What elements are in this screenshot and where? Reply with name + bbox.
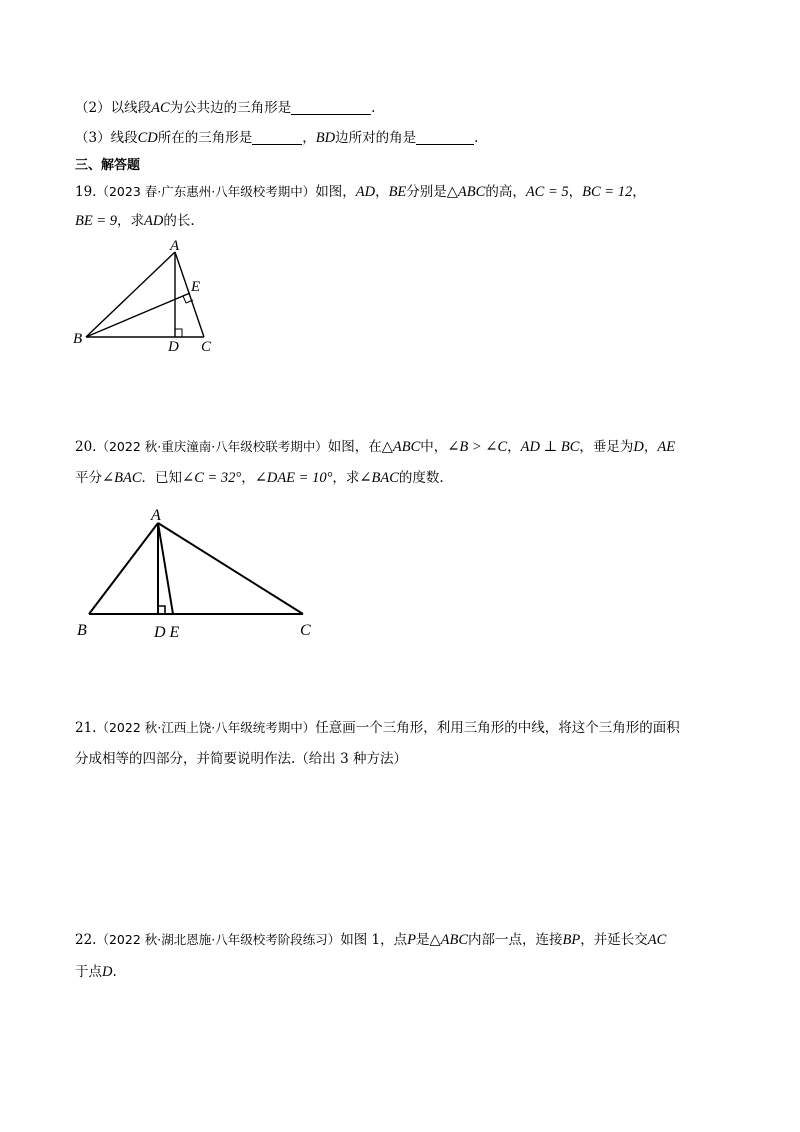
q21-number: 21. bbox=[75, 720, 97, 736]
q21-text: 任意画一个三角形，利用三角形的中线，将这个三角形的面积 bbox=[315, 720, 680, 736]
q22-text: 于点 bbox=[75, 964, 102, 980]
item-3-answer-blank-1[interactable] bbox=[252, 130, 302, 145]
q20-math: AE bbox=[657, 439, 676, 455]
q22-math: AC bbox=[647, 932, 667, 948]
q20-label-de: D E bbox=[154, 624, 180, 641]
q22-text: . bbox=[112, 964, 117, 980]
q20-source: （2022 秋·重庆潼南·八年级校联考期中） bbox=[96, 439, 328, 454]
q20-line-1 bbox=[75, 437, 730, 457]
q19-label-d: D bbox=[168, 339, 179, 355]
q20-text: ．已知 bbox=[141, 470, 183, 486]
q19-math: BE bbox=[388, 184, 407, 200]
q22-text: 内部一点，连接 bbox=[468, 932, 563, 948]
q19-text: ， bbox=[568, 184, 583, 200]
q19-math: BC = 12 bbox=[582, 184, 633, 200]
q19-label-e: E bbox=[191, 279, 201, 295]
q22-source: （2022 秋·湖北恩施·八年级校考阶段练习） bbox=[96, 932, 341, 947]
item-2-end: . bbox=[371, 100, 376, 116]
q20-math: AD ⊥ BC bbox=[520, 439, 580, 455]
q19-text: 的高， bbox=[485, 184, 526, 200]
q22-text: 如图 1，点 bbox=[340, 932, 408, 948]
q22-math: △ABC bbox=[429, 932, 469, 948]
q22-math: P bbox=[407, 932, 416, 948]
item-3-text-mid: 所在的三角形是 bbox=[157, 130, 253, 146]
q22-line-2 bbox=[75, 962, 730, 982]
q22-math: BP bbox=[562, 932, 581, 948]
item-3-math-bd: BD bbox=[315, 130, 336, 146]
q20-text: ，垂足为 bbox=[579, 439, 634, 455]
q19-text: ，求 bbox=[117, 213, 144, 229]
q20-math: ∠B > ∠C bbox=[447, 439, 508, 455]
q20-triangle-figure bbox=[70, 500, 330, 645]
q20-text: 如图，在 bbox=[327, 439, 382, 455]
q19-source: （2023 春·广东惠州·八年级校考期中） bbox=[96, 184, 316, 199]
item-3-comma: ， bbox=[302, 130, 316, 146]
section-heading: 三、解答题 bbox=[75, 158, 141, 173]
q22-math: D bbox=[102, 964, 113, 980]
q20-text: 的度数. bbox=[398, 470, 444, 486]
q19-text: 分别是 bbox=[406, 184, 447, 200]
q20-text: ，求 bbox=[332, 470, 360, 486]
q20-side-ac bbox=[158, 523, 303, 614]
q20-text: ， bbox=[507, 439, 521, 455]
item-3-text-pre: 线段 bbox=[110, 130, 138, 146]
item-3-line bbox=[75, 128, 730, 148]
q22-line-1 bbox=[75, 930, 730, 950]
q20-bisector-ae bbox=[158, 523, 173, 614]
q20-side-ab bbox=[89, 523, 158, 614]
q21-line-1 bbox=[75, 718, 730, 738]
q19-line-2 bbox=[75, 211, 730, 231]
q20-text: ， bbox=[643, 439, 658, 455]
q19-triangle-figure bbox=[60, 232, 240, 362]
q19-math: AD bbox=[355, 184, 376, 200]
q20-math: ∠DAE = 10° bbox=[254, 470, 333, 486]
q20-text: 中， bbox=[420, 439, 448, 455]
item-3-number: （3） bbox=[75, 130, 111, 146]
q19-math: AD bbox=[144, 213, 164, 229]
item-2-text-post: 为公共边的三角形是 bbox=[169, 100, 292, 116]
q19-line-1 bbox=[75, 182, 730, 202]
q19-label-a: A bbox=[170, 238, 180, 254]
q19-text: ， bbox=[632, 184, 646, 200]
q19-text: 如图， bbox=[315, 184, 356, 200]
q19-number: 19. bbox=[75, 184, 97, 200]
item-2-line bbox=[75, 98, 730, 118]
q19-math: △ABC bbox=[446, 184, 486, 200]
q20-math: D bbox=[633, 439, 644, 455]
q20-math: ∠BAC bbox=[102, 470, 142, 486]
q20-label-b: B bbox=[77, 622, 87, 639]
q21-line-2 bbox=[75, 749, 730, 769]
q20-text: 平分 bbox=[75, 470, 102, 486]
item-2-number: （2） bbox=[75, 100, 111, 116]
q20-number: 20. bbox=[75, 439, 97, 455]
q20-label-a: A bbox=[151, 507, 161, 524]
q21-text: 分成相等的四部分，并简要说明作法.（给出 3 种方法） bbox=[75, 751, 407, 767]
q20-math: △ABC bbox=[381, 439, 421, 455]
item-3-text-post: 边所对的角是 bbox=[335, 130, 417, 146]
q20-math: ∠BAC bbox=[359, 470, 399, 486]
q20-label-c: C bbox=[300, 622, 311, 639]
item-3-end: . bbox=[474, 130, 479, 146]
q21-source: （2022 秋·江西上饶·八年级统考期中） bbox=[96, 720, 316, 735]
item-3-answer-blank-2[interactable] bbox=[416, 130, 474, 145]
q19-math: BE = 9 bbox=[75, 213, 117, 229]
q22-text: ，并延长交 bbox=[580, 932, 648, 948]
item-2-math-ac: AC bbox=[151, 100, 170, 116]
q19-text: 的长. bbox=[163, 213, 195, 229]
q19-text: ， bbox=[375, 184, 389, 200]
q20-math: ∠C = 32° bbox=[182, 470, 242, 486]
q22-number: 22. bbox=[75, 932, 97, 948]
q19-label-c: C bbox=[201, 339, 212, 355]
q20-text: ， bbox=[241, 470, 255, 486]
item-2-answer-blank[interactable] bbox=[291, 100, 371, 115]
q19-label-b: B bbox=[73, 331, 83, 347]
q22-text: 是 bbox=[415, 932, 430, 948]
item-2-text-pre: 以线段 bbox=[110, 100, 152, 116]
q19-right-angle-d bbox=[175, 329, 182, 337]
q20-right-angle-d bbox=[158, 606, 165, 614]
q19-math: AC = 5 bbox=[525, 184, 569, 200]
q19-side-ab bbox=[86, 252, 175, 337]
q20-line-2 bbox=[75, 468, 730, 488]
item-3-math-cd: CD bbox=[137, 130, 158, 146]
